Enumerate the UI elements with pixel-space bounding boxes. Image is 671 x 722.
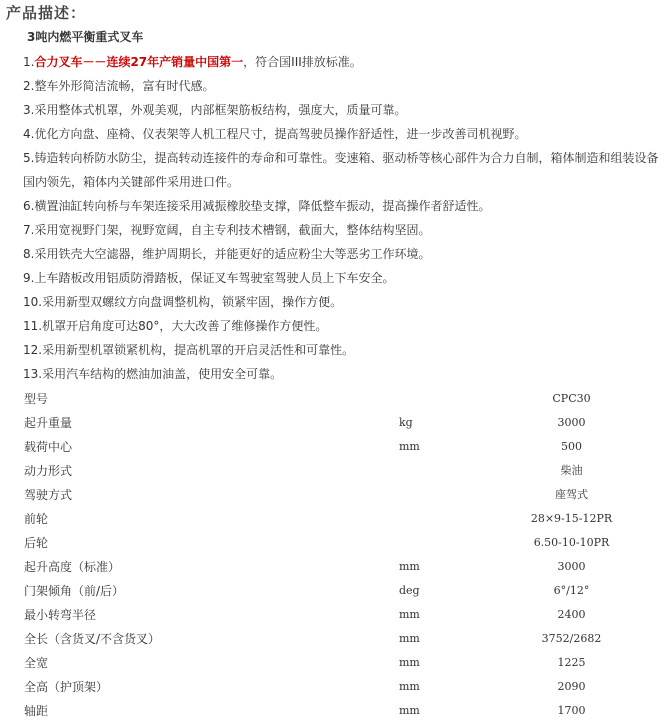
feature-number: 2.: [23, 79, 35, 93]
feature-text: 采用整体式机罩，外观美观，内部框架筋板结构，强度大，质量可靠。: [34, 103, 407, 117]
table-row: [24, 674, 652, 698]
feature-number: 10.: [23, 295, 43, 309]
feature-text: 采用汽车结构的燃油加油盖，使用安全可靠。: [42, 367, 283, 381]
spec-table: [24, 386, 652, 722]
spec-unit: mm: [399, 703, 420, 717]
feature-item: [23, 74, 663, 98]
feature-text: 上车踏板改用铝质防滑踏板，保证叉车驾驶室驾驶人员上下车安全。: [34, 271, 395, 285]
spec-unit: [399, 386, 491, 410]
table-row: [24, 602, 652, 626]
table-row: [24, 434, 652, 458]
spec-name: 全高（护顶架）: [24, 679, 109, 694]
spec-value: CPC30: [552, 391, 591, 405]
spec-unit: [399, 482, 491, 506]
table-row: [24, 530, 652, 554]
feature-highlight: 合力叉车－－连续27年产销量中国第一: [34, 55, 244, 69]
feature-item: [23, 338, 663, 362]
spec-unit: deg: [399, 583, 420, 597]
spec-value: 500: [561, 439, 582, 453]
spec-value: 3000: [557, 415, 586, 429]
feature-text: 机罩开启角度可达80°，大大改善了维修操作方便性。: [42, 319, 328, 333]
spec-value: 28×9-15-12PR: [530, 511, 613, 525]
spec-name: 全长（含货叉/不含货叉）: [24, 631, 161, 646]
feature-number: 4.: [23, 127, 35, 141]
feature-item: [23, 146, 663, 194]
feature-number: 8.: [23, 247, 35, 261]
feature-number: 9.: [23, 271, 35, 285]
spec-name: 驾驶方式: [24, 487, 73, 502]
spec-value: 6.50-10-10PR: [533, 535, 610, 549]
spec-value: 2090: [557, 679, 586, 693]
feature-item: [23, 290, 663, 314]
feature-number: 11.: [23, 319, 43, 333]
spec-name: 轴距: [24, 703, 49, 718]
table-row: [24, 578, 652, 602]
spec-unit: [399, 530, 491, 554]
feature-text: 采用新型双螺纹方向盘调整机构，锁紧牢固，操作方便。: [42, 295, 343, 309]
table-row: [24, 482, 652, 506]
feature-number: 1.: [23, 55, 35, 69]
spec-name: 起升高度（标准）: [24, 559, 121, 574]
spec-value: 1225: [557, 655, 586, 669]
table-row: [24, 506, 652, 530]
feature-item: [23, 50, 663, 74]
feature-text: 优化方向盘、座椅、仪表架等人机工程尺寸，提高驾驶员操作舒适性，进一步改善司机视野。: [34, 127, 527, 141]
feature-item: [23, 314, 663, 338]
spec-name: 门架倾角（前/后）: [24, 583, 125, 598]
feature-number: 12.: [23, 343, 43, 357]
feature-item: [23, 218, 663, 242]
feature-text: 采用铁壳大空滤器，维护周期长，并能更好的适应粉尘大等恶劣工作环境。: [34, 247, 431, 261]
spec-value: 柴油: [560, 464, 583, 477]
spec-unit: [399, 458, 491, 482]
feature-text: 整车外形简洁流畅，富有时代感。: [34, 79, 215, 93]
spec-value: 3000: [557, 559, 586, 573]
feature-text: ，符合国III排放标准。: [243, 55, 362, 69]
spec-unit: [399, 506, 491, 530]
product-title: 3吨内燃平衡重式叉车: [27, 30, 144, 44]
spec-unit: mm: [399, 559, 420, 573]
feature-item: [23, 98, 663, 122]
spec-name: 前轮: [24, 511, 49, 526]
table-row: [24, 650, 652, 674]
spec-name: 最小转弯半径: [24, 607, 97, 622]
feature-number: 7.: [23, 223, 35, 237]
spec-value: 座驾式: [555, 488, 588, 501]
spec-unit: mm: [399, 439, 420, 453]
spec-unit: mm: [399, 655, 420, 669]
feature-number: 6.: [23, 199, 35, 213]
spec-value: 6°/12°: [553, 583, 590, 597]
section-title: 产品描述：: [6, 4, 87, 22]
feature-number: 13.: [23, 367, 43, 381]
spec-unit: mm: [399, 631, 420, 645]
feature-item: [23, 266, 663, 290]
spec-name: 起升重量: [24, 415, 73, 430]
table-row: [24, 626, 652, 650]
spec-unit: mm: [399, 607, 420, 621]
table-row: [24, 386, 652, 410]
spec-unit: mm: [399, 679, 420, 693]
feature-text: 铸造转向桥防水防尘，提高转动连接件的寿命和可靠性。变速箱、驱动桥等核心部件为合力自制，箱体制造和组装设备国内领先，箱体内关键部件采用进口件。: [23, 151, 659, 189]
feature-item: [23, 122, 663, 146]
table-row: [24, 698, 652, 722]
spec-unit: kg: [399, 415, 413, 429]
table-row: [24, 458, 652, 482]
feature-text: 采用新型机罩锁紧机构，提高机罩的开启灵活性和可靠性。: [42, 343, 355, 357]
feature-number: 5.: [23, 151, 35, 165]
spec-name: 型号: [24, 391, 49, 406]
spec-value: 2400: [557, 607, 586, 621]
feature-item: [23, 194, 663, 218]
feature-text: 横置油缸转向桥与车架连接采用减振橡胶垫支撑，降低整车振动，提高操作者舒适性。: [34, 199, 491, 213]
feature-text: 采用宽视野门架，视野宽阔，自主专利技术槽钢，截面大，整体结构坚固。: [34, 223, 431, 237]
spec-name: 载荷中心: [24, 439, 73, 454]
spec-value: 1700: [557, 703, 586, 717]
table-row: [24, 410, 652, 434]
spec-value: 3752/2682: [541, 631, 602, 645]
feature-item: [23, 362, 663, 386]
feature-list: [23, 50, 663, 386]
feature-number: 3.: [23, 103, 35, 117]
feature-item: [23, 242, 663, 266]
spec-name: 后轮: [24, 535, 49, 550]
spec-name: 全宽: [24, 655, 49, 670]
spec-name: 动力形式: [24, 463, 73, 478]
table-row: [24, 554, 652, 578]
